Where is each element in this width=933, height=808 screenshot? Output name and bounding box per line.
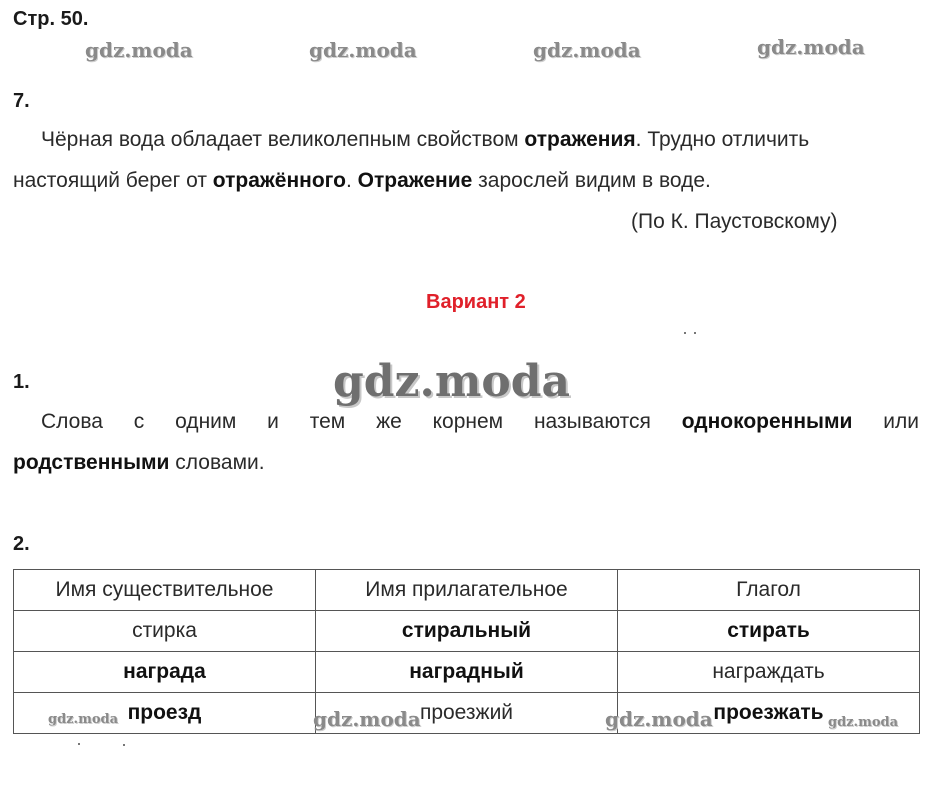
watermark: gdz.moda <box>533 38 641 62</box>
text-fragment: Чёрная вода обладает великолепным свойством <box>41 128 525 151</box>
speck <box>78 743 80 745</box>
watermark: gdz.moda <box>828 715 899 730</box>
word: одним <box>175 410 237 433</box>
bold-word: родственными <box>13 451 170 474</box>
table-row <box>14 693 920 734</box>
text-fragment: зарослей видим в воде. <box>472 169 711 192</box>
speck <box>123 744 125 746</box>
table-cell: проезжать <box>618 693 920 734</box>
word: Слова <box>41 410 103 433</box>
speck <box>684 332 686 334</box>
task-1-line-2 <box>13 451 265 475</box>
table-cell: стирка <box>14 611 316 652</box>
task-7-line-2 <box>13 169 711 193</box>
table-row <box>14 611 920 652</box>
task-1-line-1 <box>41 410 919 438</box>
task-2-number: 2. <box>13 533 30 555</box>
variant-title: Вариант 2 <box>426 291 526 313</box>
bold-word: отражения <box>524 128 636 151</box>
task-7-line-1 <box>41 128 919 152</box>
word: с <box>133 410 145 433</box>
table-cell: награждать <box>618 652 920 693</box>
word-table <box>13 569 920 734</box>
text-fragment: . Трудно отличить <box>635 128 810 151</box>
task-7-source: (По К. Паустовскому) <box>631 210 838 233</box>
table-header-cell: Имя прилагательное <box>316 570 618 611</box>
table-cell: стиральный <box>316 611 618 652</box>
task-7-number: 7. <box>13 90 30 112</box>
text-fragment: . <box>345 169 358 192</box>
table-cell: проезжий <box>316 693 618 734</box>
table-header-row <box>14 570 920 611</box>
word: или <box>883 410 919 433</box>
word: же <box>376 410 402 433</box>
word: и <box>267 410 279 433</box>
text-fragment: настоящий берег от <box>13 169 213 192</box>
bold-word: Отражение <box>357 169 473 192</box>
text-fragment: словами. <box>169 451 265 474</box>
speck <box>694 332 696 334</box>
watermark: gdz.moda <box>48 712 119 727</box>
table-header-cell: Глагол <box>618 570 920 611</box>
table-cell: наградный <box>316 652 618 693</box>
watermark: gdz.moda <box>605 707 713 731</box>
watermark: gdz.moda <box>85 38 193 62</box>
watermark-center: gdz.moda <box>333 356 571 407</box>
word: корнем <box>432 410 504 433</box>
task-1-number: 1. <box>13 371 30 393</box>
watermark: gdz.moda <box>757 35 865 59</box>
page-label: Стр. 50. <box>13 8 89 30</box>
word: называются <box>533 410 651 433</box>
bold-word: отражённого <box>212 169 346 192</box>
bold-word: однокоренными <box>681 410 853 433</box>
table-row <box>14 652 920 693</box>
watermark: gdz.moda <box>309 38 417 62</box>
word: тем <box>309 410 346 433</box>
table-header-cell: Имя существительное <box>14 570 316 611</box>
table-cell: награда <box>14 652 316 693</box>
table-cell: проезд <box>14 693 316 734</box>
watermark: gdz.moda <box>313 707 421 731</box>
table-cell: стирать <box>618 611 920 652</box>
